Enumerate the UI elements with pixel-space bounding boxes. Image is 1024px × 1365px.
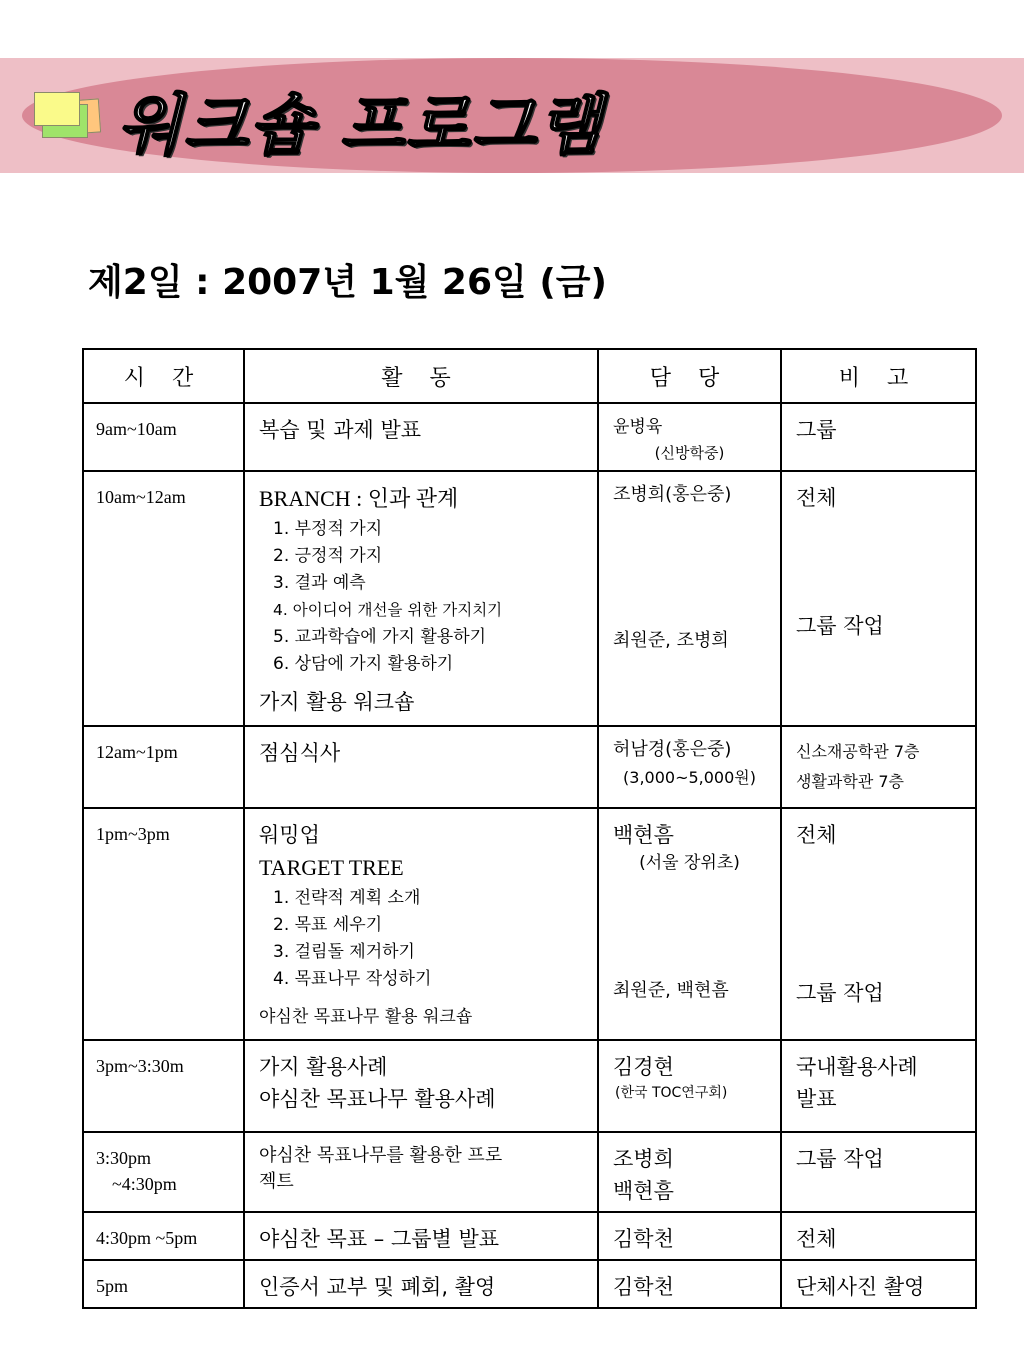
activity-cell (244, 403, 598, 471)
time-line: ~4:30pm (112, 1174, 177, 1194)
table-row (83, 403, 976, 471)
note-text: 생활과학관 7층 (796, 772, 905, 791)
table-row (83, 1040, 976, 1132)
activity-cell (244, 1212, 598, 1260)
charge-cell (598, 726, 781, 808)
time-cell: 4:30pm ~5pm (83, 1212, 244, 1260)
activity-item: 1. 전략적 계획 소개 (273, 888, 421, 908)
time-cell: 3pm~3:30m (83, 1040, 244, 1132)
activity-text: 야심찬 목표나무 활용사례 (259, 1087, 496, 1111)
table-row (83, 726, 976, 808)
activity-text: 복습 및 과제 발표 (259, 418, 422, 442)
header-charge: 담 당 (598, 349, 781, 403)
activity-cell (244, 1040, 598, 1132)
note-text: 국내활용사례 (796, 1055, 918, 1079)
note-cell (781, 403, 976, 471)
note-text: 단체사진 촬영 (796, 1275, 925, 1299)
table-row (83, 1132, 976, 1212)
activity-text: 인증서 교부 및 폐회, 촬영 (259, 1275, 496, 1299)
note-cell (781, 1132, 976, 1212)
note-text: 발표 (796, 1087, 837, 1111)
charge-text: 김학천 (613, 1275, 674, 1299)
charge-sub-text: (신방학중) (654, 444, 725, 462)
table-row (83, 1212, 976, 1260)
charge-text: 허남경(홍은중) (613, 739, 732, 760)
activity-item: 3. 걸림돌 제거하기 (273, 942, 415, 962)
time-cell: 1pm~3pm (83, 808, 244, 1040)
charge-cell (598, 808, 781, 1040)
charge-cell (598, 1260, 781, 1308)
header-activity: 활 동 (244, 349, 598, 403)
charge-text: 윤병육 (613, 417, 663, 437)
time-cell: 12am~1pm (83, 726, 244, 808)
time-cell: 10am~12am (83, 471, 244, 726)
activity-item: 4. 목표나무 작성하기 (273, 969, 432, 989)
note-cell (781, 1040, 976, 1132)
note-cell (781, 1212, 976, 1260)
charge-top-sub: (서울 장위초) (639, 853, 740, 873)
activity-text: 가지 활용사례 (259, 1055, 388, 1079)
activity-title: TARGET TREE (259, 855, 404, 880)
note-cell (781, 808, 976, 1040)
time-cell: 9am~10am (83, 403, 244, 471)
activity-item: 1. 부정적 가지 (273, 519, 383, 539)
note-text: 전체 (796, 1227, 837, 1251)
page-title: 워크숍 프로그램 (118, 87, 604, 164)
note-cell (781, 1260, 976, 1308)
charge-cell (598, 403, 781, 471)
activity-text: 젝트 (259, 1171, 294, 1192)
activity-item: 2. 긍정적 가지 (273, 546, 383, 566)
activity-text: 점심식사 (259, 741, 341, 765)
note-cell (781, 726, 976, 808)
activity-title: BRANCH : 인과 관계 (259, 486, 459, 511)
charge-text: 김경현 (613, 1055, 674, 1079)
activity-item: 6. 상담에 가지 활용하기 (273, 654, 454, 674)
time-line: 3:30pm (96, 1148, 152, 1168)
table-row (83, 1260, 976, 1308)
yellow-note-icon (34, 92, 80, 126)
charge-cell (598, 471, 781, 726)
activity-item: 2. 목표 세우기 (273, 915, 383, 935)
activity-text: 야심찬 목표나무를 활용한 프로 (259, 1145, 503, 1166)
note-bottom: 그룹 작업 (796, 981, 884, 1005)
charge-bottom: 최원준, 조병희 (613, 630, 729, 651)
charge-bottom: 최원준, 백현흠 (613, 980, 729, 1001)
activity-item: 3. 결과 예측 (273, 573, 366, 593)
charge-text: 백현흠 (613, 1179, 674, 1203)
charge-cell (598, 1132, 781, 1212)
activity-cell (244, 1132, 598, 1212)
note-top: 전체 (796, 486, 837, 510)
note-text: 그룹 (796, 418, 837, 442)
activity-cell (244, 471, 598, 726)
table-row (83, 808, 976, 1040)
time-cell: 5pm (83, 1260, 244, 1308)
activity-pre: 워밍업 (259, 823, 320, 847)
charge-top: 조병희(홍은중) (613, 484, 732, 505)
charge-top: 백현흠 (613, 823, 674, 847)
activity-cell (244, 1260, 598, 1308)
activity-cell (244, 808, 598, 1040)
table-row (83, 471, 976, 726)
sticky-notes-icon (30, 88, 110, 138)
activity-cell (244, 726, 598, 808)
note-text: 신소재공학관 7층 (796, 742, 920, 761)
charge-cell (598, 1212, 781, 1260)
note-top: 전체 (796, 823, 837, 847)
note-text: 그룹 작업 (796, 1147, 884, 1171)
activity-footer: 야심찬 목표나무 활용 워크숍 (259, 1007, 473, 1027)
header-time: 시 간 (83, 349, 244, 403)
activity-item: 5. 교과학습에 가지 활용하기 (273, 627, 487, 647)
charge-text: 김학천 (613, 1227, 674, 1251)
charge-text: 조병희 (613, 1147, 674, 1171)
activity-footer: 가지 활용 워크숍 (259, 690, 415, 714)
note-cell (781, 471, 976, 726)
charge-sub-text: (한국 TOC연구회) (615, 1085, 728, 1101)
header-row (83, 349, 976, 403)
header-note: 비 고 (781, 349, 976, 403)
charge-sub-text: (3,000~5,000원) (623, 768, 756, 787)
day-heading: 제2일 : 2007년 1월 26일 (금) (88, 262, 608, 303)
charge-cell (598, 1040, 781, 1132)
activity-item: 4. 아이디어 개선을 위한 가지치기 (273, 601, 503, 619)
note-bottom: 그룹 작업 (796, 614, 884, 638)
time-cell (83, 1132, 244, 1212)
activity-text: 야심찬 목표 – 그룹별 발표 (259, 1227, 500, 1251)
schedule-table (82, 348, 977, 1309)
